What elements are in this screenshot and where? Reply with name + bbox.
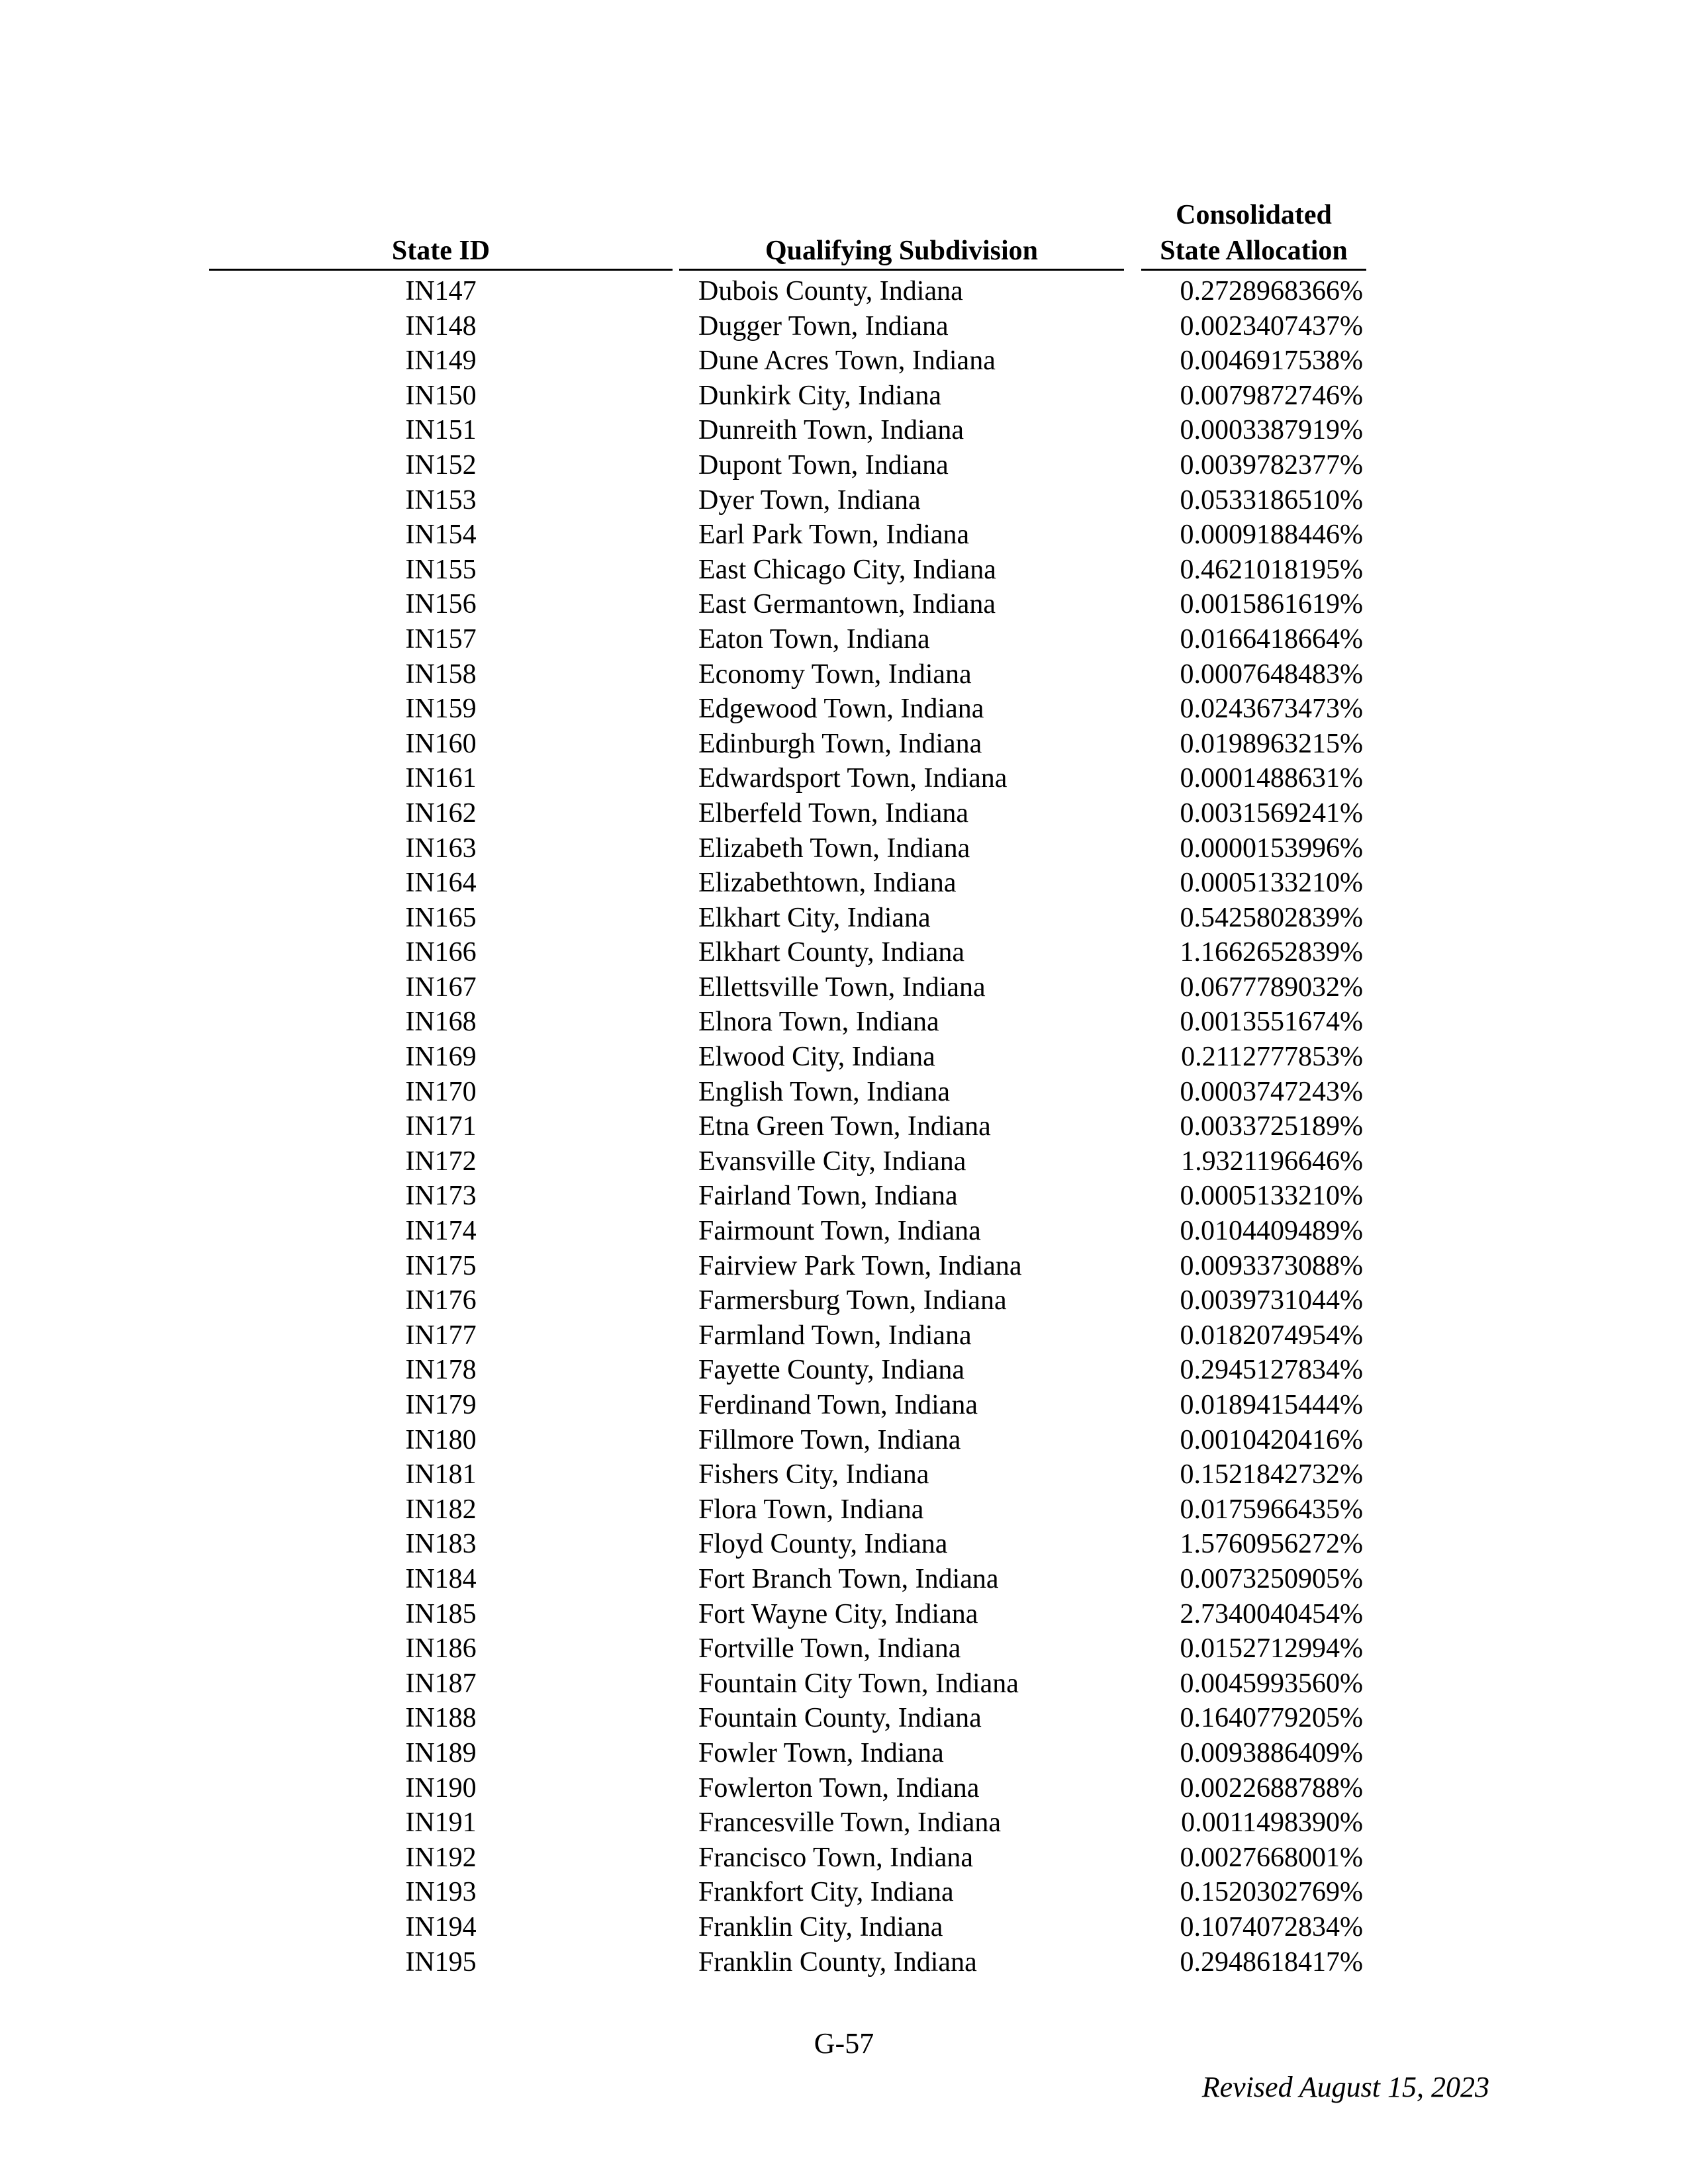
subdivision-cell: Frankfort City, Indiana <box>698 1877 954 1908</box>
state-id-cell: IN150 <box>405 380 477 411</box>
subdivision-cell: Elwood City, Indiana <box>698 1042 935 1073</box>
allocation-cell: 0.0093886409% <box>1180 1737 1363 1768</box>
table-row <box>0 901 1688 936</box>
table-row <box>0 796 1688 831</box>
subdivision-cell: Ellettsville Town, Indiana <box>698 972 986 1003</box>
allocation-cell: 0.0079872746% <box>1180 380 1363 411</box>
allocation-cell: 0.0023407437% <box>1180 310 1363 341</box>
allocation-cell: 0.0166418664% <box>1180 623 1363 655</box>
subdivision-cell: Dunreith Town, Indiana <box>698 415 964 446</box>
table-row <box>0 1457 1688 1492</box>
state-id-cell: IN191 <box>405 1807 477 1839</box>
subdivision-cell: Edgewood Town, Indiana <box>698 694 984 725</box>
subdivision-cell: Fortville Town, Indiana <box>698 1633 961 1664</box>
state-id-cell: IN159 <box>405 694 477 725</box>
allocation-cell: 0.0003747243% <box>1180 1076 1363 1107</box>
subdivision-cell: Elizabeth Town, Indiana <box>698 833 970 864</box>
header-rule-subdivision <box>679 269 1124 271</box>
allocation-cell: 0.0104409489% <box>1180 1216 1363 1247</box>
state-id-cell: IN180 <box>405 1424 477 1455</box>
table-row <box>0 935 1688 970</box>
subdivision-cell: East Germantown, Indiana <box>698 589 996 620</box>
state-id-cell: IN188 <box>405 1703 477 1734</box>
allocation-cell: 0.1074072834% <box>1180 1911 1363 1942</box>
allocation-cell: 0.5425802839% <box>1180 902 1363 933</box>
allocation-cell: 0.0039731044% <box>1180 1285 1363 1316</box>
state-id-cell: IN156 <box>405 589 477 620</box>
allocation-cell: 0.0013551674% <box>1180 1007 1363 1038</box>
header-rule-allocation <box>1141 269 1366 271</box>
table-row <box>0 1388 1688 1423</box>
table-row <box>0 692 1688 727</box>
allocation-cell: 2.7340040454% <box>1180 1598 1363 1629</box>
allocation-cell: 0.0010420416% <box>1180 1424 1363 1455</box>
subdivision-cell: Franklin County, Indiana <box>698 1946 977 1978</box>
allocation-cell: 1.1662652839% <box>1180 937 1363 968</box>
subdivision-cell: Floyd County, Indiana <box>698 1529 948 1560</box>
state-id-cell: IN158 <box>405 659 477 690</box>
table-row <box>0 379 1688 414</box>
subdivision-cell: Dugger Town, Indiana <box>698 310 949 341</box>
table-row <box>0 1910 1688 1945</box>
allocation-cell: 0.4621018195% <box>1180 554 1363 585</box>
table-row <box>0 1841 1688 1876</box>
table-row <box>0 1214 1688 1249</box>
state-id-cell: IN182 <box>405 1494 477 1525</box>
table-row <box>0 831 1688 866</box>
table-row <box>0 657 1688 692</box>
table-row <box>0 518 1688 553</box>
table-row <box>0 1562 1688 1597</box>
subdivision-cell: Fountain City Town, Indiana <box>698 1668 1019 1699</box>
allocation-cell: 0.0001488631% <box>1180 763 1363 794</box>
state-id-cell: IN185 <box>405 1598 477 1629</box>
state-id-cell: IN178 <box>405 1355 477 1386</box>
state-id-cell: IN162 <box>405 797 477 829</box>
allocation-cell: 0.0009188446% <box>1180 520 1363 551</box>
state-id-cell: IN147 <box>405 276 477 306</box>
state-id-cell: IN170 <box>405 1076 477 1107</box>
table-row <box>0 1005 1688 1040</box>
table-row <box>0 1144 1688 1179</box>
header-consolidated-state-allocation <box>1141 197 1366 269</box>
subdivision-cell: Elkhart County, Indiana <box>698 937 965 968</box>
state-id-cell: IN186 <box>405 1633 477 1664</box>
state-id-cell: IN175 <box>405 1250 477 1281</box>
state-id-cell: IN172 <box>405 1146 477 1177</box>
allocation-cell: 0.0073250905% <box>1180 1563 1363 1594</box>
allocation-cell: 0.0022688788% <box>1180 1772 1363 1803</box>
table-header <box>0 0 1688 278</box>
state-id-cell: IN176 <box>405 1285 477 1316</box>
allocation-cell: 0.2728968366% <box>1180 276 1363 306</box>
state-id-cell: IN174 <box>405 1216 477 1247</box>
allocation-cell: 0.0005133210% <box>1180 868 1363 899</box>
header-state-id: State ID <box>391 236 491 266</box>
state-id-cell: IN187 <box>405 1668 477 1699</box>
subdivision-cell: Fort Branch Town, Indiana <box>698 1563 999 1594</box>
state-id-cell: IN155 <box>405 554 477 585</box>
subdivision-cell: Francesville Town, Indiana <box>698 1807 1001 1839</box>
state-id-cell: IN181 <box>405 1459 477 1490</box>
allocation-cell: 0.0033725189% <box>1180 1111 1363 1142</box>
allocation-cell: 0.0677789032% <box>1180 972 1363 1003</box>
table-row <box>0 761 1688 796</box>
state-id-cell: IN190 <box>405 1772 477 1803</box>
allocation-cell: 1.9321196646% <box>1181 1146 1363 1177</box>
subdivision-cell: Edinburgh Town, Indiana <box>698 728 982 759</box>
allocation-cell: 0.2112777853% <box>1181 1042 1363 1073</box>
table-row <box>0 1179 1688 1214</box>
state-id-cell: IN152 <box>405 449 477 480</box>
subdivision-cell: Dyer Town, Indiana <box>698 484 921 516</box>
allocation-cell: 0.1521842732% <box>1180 1459 1363 1490</box>
table-row <box>0 727 1688 762</box>
table-row <box>0 587 1688 622</box>
state-id-cell: IN153 <box>405 484 477 516</box>
subdivision-cell: Elberfeld Town, Indiana <box>698 797 968 829</box>
subdivision-cell: Evansville City, Indiana <box>698 1146 966 1177</box>
allocation-cell: 0.0152712994% <box>1180 1633 1363 1664</box>
allocation-cell: 0.0005133210% <box>1180 1181 1363 1212</box>
subdivision-cell: Fairview Park Town, Indiana <box>698 1250 1022 1281</box>
state-id-cell: IN177 <box>405 1320 477 1351</box>
allocation-cell: 0.1520302769% <box>1180 1877 1363 1908</box>
page-number: G-57 <box>814 2027 874 2060</box>
state-id-cell: IN193 <box>405 1877 477 1908</box>
subdivision-cell: Dunkirk City, Indiana <box>698 380 942 411</box>
state-id-cell: IN171 <box>405 1111 477 1142</box>
header-allocation-line-1: Consolidated <box>1176 200 1332 230</box>
state-id-cell: IN164 <box>405 868 477 899</box>
allocation-cell: 0.2945127834% <box>1180 1355 1363 1386</box>
state-id-cell: IN179 <box>405 1390 477 1420</box>
table-row <box>0 1527 1688 1562</box>
allocation-cell: 0.1640779205% <box>1180 1703 1363 1734</box>
table-row <box>0 1805 1688 1841</box>
subdivision-cell: Dupont Town, Indiana <box>698 449 949 480</box>
subdivision-cell: Earl Park Town, Indiana <box>698 520 970 551</box>
subdivision-cell: Francisco Town, Indiana <box>698 1842 974 1873</box>
allocation-cell: 0.0015861619% <box>1180 589 1363 620</box>
subdivision-cell: Edwardsport Town, Indiana <box>698 763 1008 794</box>
table-row <box>0 309 1688 344</box>
subdivision-cell: Fountain County, Indiana <box>698 1703 982 1734</box>
subdivision-cell: Etna Green Town, Indiana <box>698 1111 991 1142</box>
allocation-cell: 0.2948618417% <box>1180 1946 1363 1978</box>
allocation-cell: 0.0031569241% <box>1180 797 1363 829</box>
subdivision-cell: Fillmore Town, Indiana <box>698 1424 961 1455</box>
subdivision-cell: Farmland Town, Indiana <box>698 1320 972 1351</box>
table-row <box>0 1040 1688 1075</box>
allocation-cell: 0.0046917538% <box>1180 345 1363 377</box>
table-row <box>0 1318 1688 1353</box>
allocation-cell: 1.5760956272% <box>1180 1529 1363 1560</box>
allocation-cell: 0.0000153996% <box>1180 833 1363 864</box>
table-row <box>0 1109 1688 1144</box>
table-row <box>0 1353 1688 1388</box>
subdivision-cell: Ferdinand Town, Indiana <box>698 1390 978 1420</box>
table-row <box>0 1945 1688 1980</box>
allocation-cell: 0.0533186510% <box>1180 484 1363 516</box>
subdivision-cell: Fowlerton Town, Indiana <box>698 1772 980 1803</box>
state-id-cell: IN160 <box>405 728 477 759</box>
subdivision-cell: Elkhart City, Indiana <box>698 902 931 933</box>
table-row <box>0 553 1688 588</box>
subdivision-cell: Fowler Town, Indiana <box>698 1737 944 1768</box>
subdivision-cell: Eaton Town, Indiana <box>698 623 930 655</box>
allocation-cell: 0.0039782377% <box>1180 449 1363 480</box>
table-body <box>0 274 1688 1979</box>
subdivision-cell: Flora Town, Indiana <box>698 1494 924 1525</box>
allocation-cell: 0.0011498390% <box>1181 1807 1363 1839</box>
allocation-cell: 0.0243673473% <box>1180 694 1363 725</box>
state-id-cell: IN194 <box>405 1911 477 1942</box>
table-row <box>0 343 1688 379</box>
state-id-cell: IN183 <box>405 1529 477 1560</box>
allocation-cell: 0.0189415444% <box>1180 1390 1363 1420</box>
state-id-cell: IN173 <box>405 1181 477 1212</box>
subdivision-cell: Franklin City, Indiana <box>698 1911 943 1942</box>
allocation-cell: 0.0093373088% <box>1180 1250 1363 1281</box>
table-row <box>0 1075 1688 1110</box>
subdivision-cell: Fort Wayne City, Indiana <box>698 1598 978 1629</box>
revision-date: Revised August 15, 2023 <box>1201 2071 1489 2103</box>
table-row <box>0 970 1688 1005</box>
header-qualifying-subdivision: Qualifying Subdivision <box>765 236 1039 266</box>
state-id-cell: IN148 <box>405 310 477 341</box>
state-id-cell: IN154 <box>405 520 477 551</box>
header-rule-state-id <box>209 269 673 271</box>
table-row <box>0 1283 1688 1318</box>
subdivision-cell: Dune Acres Town, Indiana <box>698 345 996 377</box>
table-row <box>0 1249 1688 1284</box>
allocation-cell: 0.0045993560% <box>1180 1668 1363 1699</box>
subdivision-cell: Elnora Town, Indiana <box>698 1007 939 1038</box>
subdivision-cell: Fairmount Town, Indiana <box>698 1216 981 1247</box>
allocation-cell: 0.0182074954% <box>1180 1320 1363 1351</box>
table-row <box>0 1666 1688 1702</box>
table-row <box>0 448 1688 483</box>
subdivision-cell: East Chicago City, Indiana <box>698 554 996 585</box>
subdivision-cell: Farmersburg Town, Indiana <box>698 1285 1007 1316</box>
table-row <box>0 1631 1688 1666</box>
subdivision-cell: Economy Town, Indiana <box>698 659 972 690</box>
state-id-cell: IN184 <box>405 1563 477 1594</box>
state-id-cell: IN149 <box>405 345 477 377</box>
state-id-cell: IN195 <box>405 1946 477 1978</box>
state-id-cell: IN169 <box>405 1042 477 1073</box>
state-id-cell: IN157 <box>405 623 477 655</box>
table-row <box>0 1701 1688 1736</box>
subdivision-cell: Fayette County, Indiana <box>698 1355 965 1386</box>
table-row <box>0 1736 1688 1771</box>
table-row <box>0 622 1688 657</box>
subdivision-cell: Fishers City, Indiana <box>698 1459 929 1490</box>
table-row <box>0 1597 1688 1632</box>
allocation-cell: 0.0027668001% <box>1180 1842 1363 1873</box>
state-id-cell: IN168 <box>405 1007 477 1038</box>
subdivision-cell: English Town, Indiana <box>698 1076 951 1107</box>
table-row <box>0 1423 1688 1458</box>
table-row <box>0 1771 1688 1806</box>
allocation-cell: 0.0175966435% <box>1180 1494 1363 1525</box>
header-allocation-line-2: State Allocation <box>1160 236 1348 266</box>
state-id-cell: IN151 <box>405 415 477 446</box>
subdivision-cell: Fairland Town, Indiana <box>698 1181 958 1212</box>
table-row <box>0 1492 1688 1527</box>
table-row <box>0 274 1688 309</box>
table-row <box>0 483 1688 518</box>
table-row <box>0 1875 1688 1910</box>
table-row <box>0 866 1688 901</box>
state-id-cell: IN163 <box>405 833 477 864</box>
allocation-cell: 0.0198963215% <box>1180 728 1363 759</box>
subdivision-cell: Elizabethtown, Indiana <box>698 868 957 899</box>
state-id-cell: IN165 <box>405 902 477 933</box>
state-id-cell: IN166 <box>405 937 477 968</box>
subdivision-cell: Dubois County, Indiana <box>698 276 963 306</box>
allocation-cell: 0.0007648483% <box>1180 659 1363 690</box>
table-row <box>0 413 1688 448</box>
state-id-cell: IN161 <box>405 763 477 794</box>
allocation-cell: 0.0003387919% <box>1180 415 1363 446</box>
state-id-cell: IN167 <box>405 972 477 1003</box>
state-id-cell: IN192 <box>405 1842 477 1873</box>
state-id-cell: IN189 <box>405 1737 477 1768</box>
